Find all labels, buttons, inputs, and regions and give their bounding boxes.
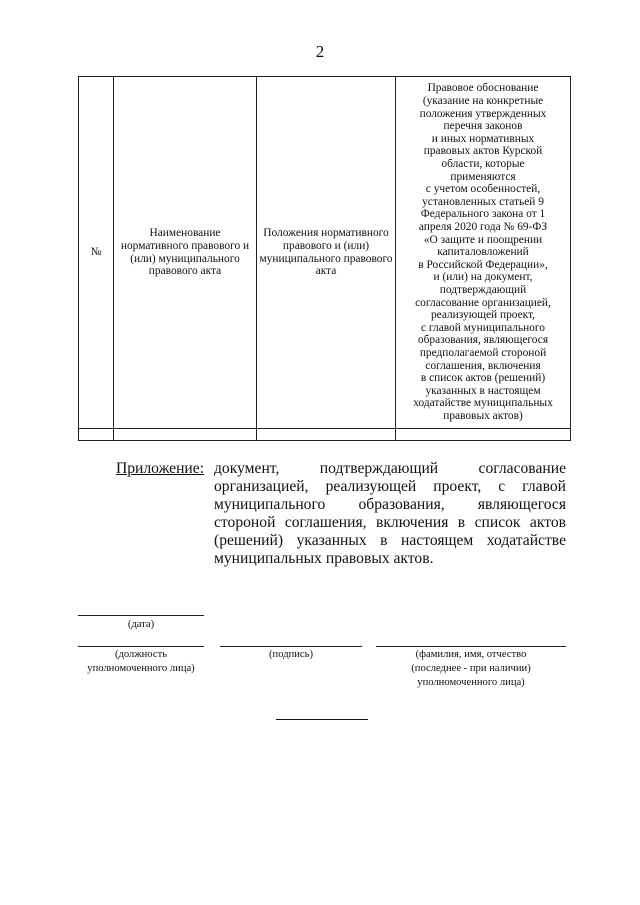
- column-header-number: №: [79, 77, 114, 429]
- table-cell: [114, 429, 257, 441]
- column-header-act-name: Наименование нормативного правового и (или) муниципального правового акта: [114, 77, 257, 429]
- page-number: 2: [315, 42, 325, 61]
- date-caption: (дата): [127, 619, 155, 630]
- fullname-caption: (фамилия, имя, отчество (последнее - при наличии) уполномоченного лица): [411, 649, 531, 688]
- appendix-block: [116, 460, 566, 568]
- position-line: [78, 646, 204, 647]
- table-header-row: [79, 77, 571, 429]
- end-separator-line: [276, 719, 368, 720]
- appendix-text: документ, подтверждающий согласование организацией, реализующей проект, с главой муниципального образования, являющегося стороной соглашения, включения в список актов (решений) указанных в настоящем ходатайстве муниципальных правовых актов.: [214, 460, 566, 567]
- acts-table: [78, 76, 571, 441]
- fullname-line: [376, 646, 566, 647]
- column-header-provisions: Положения нормативного правового и (или) муниципального правового акта: [257, 77, 396, 429]
- table-cell: [257, 429, 396, 441]
- appendix-label: Приложение:: [116, 460, 205, 477]
- signature-caption: (подпись): [269, 649, 313, 660]
- table-row: [79, 429, 571, 441]
- position-caption: (должность уполномоченного лица): [87, 649, 195, 674]
- table-cell: [396, 429, 571, 441]
- table-cell: [79, 429, 114, 441]
- signature-line: [220, 646, 362, 647]
- date-line: [78, 615, 204, 616]
- column-header-justification: Правовое обоснование (указание на конкретные положения утвержденных перечня законов и иных нормативных правовых актов Курской области, которые применяются с учетом особенностей, установленных статьей 9 Федерального закона от 1 апреля 2020 года № 69-ФЗ «О защите и поощрении капиталовложений в Российской Федерации», и (или) на документ, подтверждающий согласование организацией, реализующей проект, с главой муниципального образования, являющегося предполагаемой стороной соглашения, включения в список актов (решений) указанных в настоящем ходатайстве муниципальных правовых актов): [396, 77, 571, 429]
